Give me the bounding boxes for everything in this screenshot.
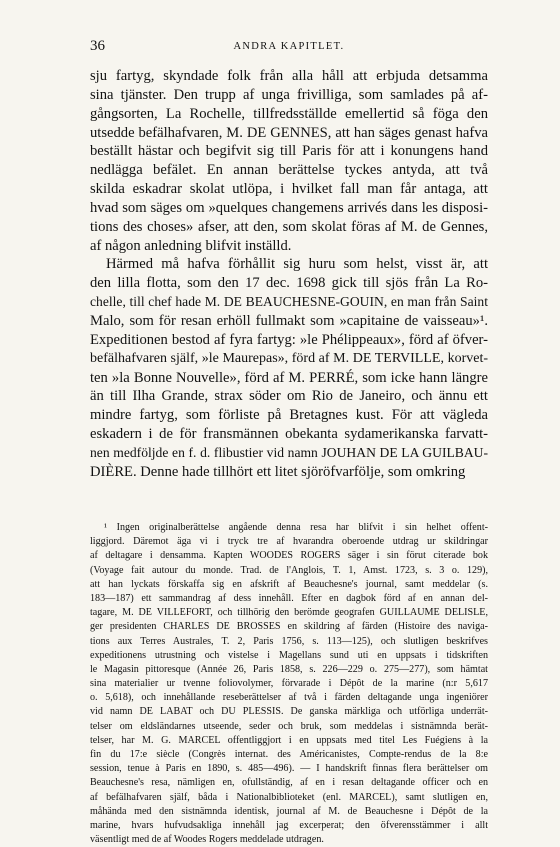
body-text-line: tions des choses» afser, att den, som skolat föras af M. de Gennes, bbox=[90, 218, 488, 235]
body-text-line: eskadern i de för fransmännen obekanta sydamerikanska farvatt- bbox=[90, 426, 488, 443]
footnote-line: ¹ Ingen originalberättelse angående denna resa har blifvit i sin helhet offent- bbox=[104, 522, 488, 533]
footnote-line: 183—187) ett sammandrag af dess innehåll. Efter en dagbok förd af en annan del- bbox=[90, 592, 488, 604]
footnote-line: session, tenue à Paris en 1890, s. 485—496). — I handskrift finnas flera berättelser om bbox=[90, 763, 488, 775]
footnote-line: väsentligt med de af Woodes Rogers meddelade utdragen. bbox=[90, 834, 324, 846]
body-text-line: chelle, till chef hade M. DE BEAUCHESNE-GOUIN, en man från Saint bbox=[90, 294, 488, 310]
footnote-line: (Voyage fait autour du monde. Trad. de l'Anglois, T. 1, Amst. 1723, s. 3 o. 129), bbox=[90, 564, 488, 576]
body-text-line: af någon anledning blifvit inställd. bbox=[90, 237, 292, 254]
body-text-line: sina tjänster. Den trupp af unga frivilliga, som samlades på af- bbox=[90, 86, 488, 103]
footnote-line: sina materialier ur tvenne foliovolymer, förvarade i Dépôt de la marine (n:r 5,617 bbox=[90, 678, 488, 690]
footnote-line: ger presidenten CHARLES DE BROSSES en skildring af färden (Histoire des naviga- bbox=[90, 621, 488, 633]
footnote-line: telser, har M. G. MARCEL offentliggjort i en uppsats med titel Les Fuégiens à la bbox=[90, 734, 488, 746]
body-text-line: skilda eskadrar skolat utlöpa, i hvilket fall man får antaga, att bbox=[90, 181, 488, 198]
body-text-line: DIÈRE. Denne hade tillhört ett litet sjöröfvarfölje, som omkring bbox=[90, 463, 466, 480]
footnote-line: telser om eldsländarnes utseende, seder och bruk, som meddelas i sistnämnda berät- bbox=[90, 720, 488, 732]
body-text-line: än till Ilha Grande, strax söder om Rio de Janeiro, och ännu ett bbox=[90, 388, 488, 405]
body-text-line: beställt hästar och begifvit sig till Paris för att i konungens hand bbox=[90, 143, 488, 160]
footnote-line: liggjord. Däremot äga vi i tryck tre af hvarandra oberoende utdrag ur skildringar bbox=[90, 536, 488, 548]
footnote-line: vid namn DE LABAT och DU PLESSIS. De ganska märkliga och utförliga underrät- bbox=[90, 706, 488, 718]
body-text-line: Malo, som för resan erhöll fullmakt som »capitaine de vaisseau»¹. bbox=[90, 312, 488, 329]
footnote-line: marine, hvars hufvudsakliga innehåll jag excerperat; den öfverensstämmer i allt bbox=[90, 819, 488, 831]
body-text-line: hvad som säges om »quelques changemens arrivés dans les disposi- bbox=[90, 199, 488, 216]
footnote-line: tagare, M. DE VILLEFORT, och tillhörig den berömde geografen GUILLAUME DELISLE, bbox=[90, 607, 488, 619]
body-text-line: nen medföljde en f. d. flibustier vid namn JOUHAN DE LA GUILBAU- bbox=[90, 444, 488, 460]
footnote-line: tions aux Terres Australes, T. 2, Paris 1756, s. 113—125), och slutligen beskrifves bbox=[90, 635, 488, 647]
body-text-line: ten »la Bonne Nouvelle», förd af M. PERRÉ, som icke hann längre bbox=[90, 369, 488, 386]
footnote-line: le Magasin pittoresque (Année 26, Paris 1858, s. 226—229 o. 275—277), som hämtat bbox=[90, 663, 488, 675]
footnote-line: att han lyckats förskaffa sig en afskrift af Beauchesne's journal, samt meddelar (s. bbox=[90, 578, 488, 590]
footnote-line: af befälhafvaren själf, båda i Nationalbiblioteket (enl. MARCEL), samt slutligen en, bbox=[90, 791, 488, 803]
body-text-line: den lilla flotta, som den 17 dec. 1698 gick till sjös från La Ro- bbox=[90, 275, 488, 292]
footnote-line: o. 5,618), och innehållande reseberättelser af två i färden deltagande unga ingeniörer bbox=[90, 692, 488, 704]
page-header bbox=[90, 38, 488, 56]
body-text-line: gångsorten, La Rochelle, tillfredsställde emellertid så föga den bbox=[90, 105, 488, 122]
footnote-line: af deltagare i densamma. Kapten WOODES ROGERS säger i sin förut citerade bok bbox=[90, 550, 488, 562]
body-text-line: befälhafvaren själf, »le Maurepas», förd af M. DE TERVILLE, korvet- bbox=[90, 350, 488, 366]
running-title: ANDRA KAPITLET. bbox=[233, 41, 345, 52]
body-text-line: nedlägga befälet. En annan berättelse tyckes antyda, att två bbox=[90, 162, 488, 179]
page-number: 36 bbox=[90, 38, 105, 54]
footnote-line: Beauchesne's resa, nämligen en, ofullständig, af en i resan deltagande officer och en bbox=[90, 777, 488, 789]
body-text-line: mindre fartyg, som förliste på Bretagnes kust. För att vägleda bbox=[90, 407, 488, 424]
body-text-line: utsedde befälhafvaren, M. DE GENNES, att han säges genast hafva bbox=[90, 124, 488, 141]
body-text-line: Härmed må hafva förhållit sig huru som helst, visst är, att bbox=[106, 256, 488, 273]
body-text-line: sju fartyg, skyndade folk från alla håll att erbjuda detsamma bbox=[90, 68, 488, 84]
footnote-line: måhända med den sistnämnda identisk, journal af M. de Beauchesne i Dépôt de la bbox=[90, 805, 488, 817]
footnote-line: fin du 17:e siècle (Congrès internat. des Américanistes, Compte-rendus de la 8:e bbox=[90, 749, 488, 760]
body-text-line: Expeditionen bestod af fyra fartyg: »le Phélippeaux», förd af öfver- bbox=[90, 331, 488, 348]
main-text bbox=[90, 67, 488, 482]
footnotes bbox=[90, 521, 488, 847]
footnote-line: expeditionens utrustning och vistelse i Magellans sund uti en uppsats i tidskriften bbox=[90, 649, 488, 661]
